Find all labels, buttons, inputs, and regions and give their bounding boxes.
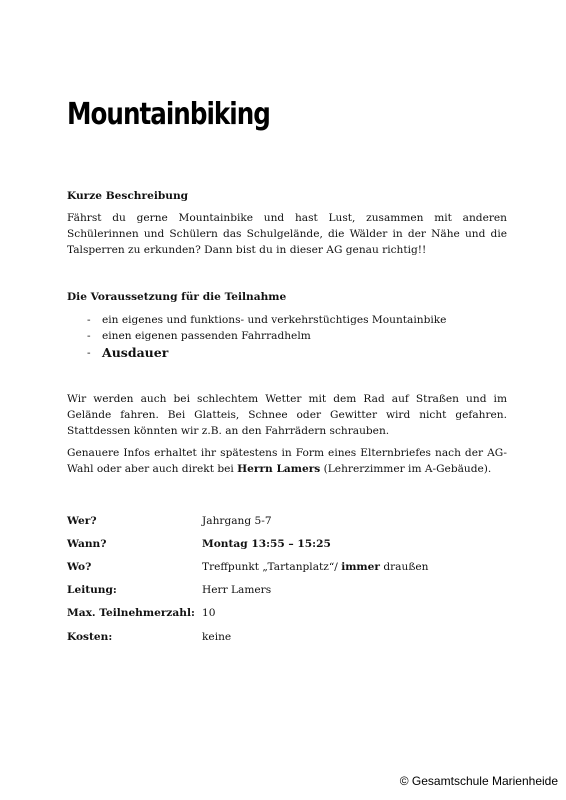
table-row [67, 625, 429, 648]
table-row [67, 555, 429, 578]
requirements-heading: Die Voraussetzung für die Teilnahme [67, 291, 287, 303]
max-participants-label: Max. Teilnehmerzahl: [67, 607, 195, 620]
description-heading: Kurze Beschreibung [67, 190, 189, 202]
cost-value: keine [202, 630, 232, 643]
requirement-text: einen eigenen passenden Fahrradhelm [102, 330, 311, 342]
max-participants-value: 10 [202, 607, 216, 620]
lead-value: Herr Lamers [202, 584, 272, 597]
where-label: Wo? [67, 560, 92, 573]
list-item [87, 312, 446, 328]
table-row [67, 509, 429, 532]
requirement-text: ein eigenes und funktions- und verkehrstüchtiges Mountainbike [102, 314, 447, 326]
weather-section [67, 391, 507, 439]
where-value-after: draußen [379, 560, 429, 573]
requirements-list [87, 312, 446, 362]
when-label: Wann? [67, 537, 107, 550]
table-row [67, 532, 429, 555]
where-value [202, 555, 429, 578]
list-item [87, 344, 446, 362]
where-value-emph: immer [341, 560, 380, 573]
info-text-before: Genauere Infos erhaltet ihr spätestens in Form eines Elternbriefes nach der AG-Wahl oder aber auch direkt bei [67, 447, 507, 475]
list-item [87, 328, 446, 344]
requirements-section [67, 289, 507, 305]
who-value: Jahrgang 5-7 [202, 514, 272, 527]
who-label: Wer? [67, 514, 97, 527]
bullet-dash: - [87, 330, 91, 342]
table-row [67, 579, 429, 602]
where-value-before: Treffpunkt „Tartanplatz“/ [202, 560, 342, 573]
info-section [67, 445, 507, 477]
weather-text: Wir werden auch bei schlechtem Wetter mit dem Rad auf Straßen und im Gelände fahren. Bei Glatteis, Schnee oder Gewitter wird nicht gefahren. Stattdessen könnten wir z.B. an den Fahrrädern schrauben. [67, 393, 507, 437]
cost-label: Kosten: [67, 630, 113, 643]
requirement-text: Ausdauer [102, 345, 169, 360]
description-section [67, 188, 507, 258]
details-table [67, 509, 429, 648]
table-row [67, 602, 429, 625]
info-text-after: (Lehrerzimmer im A-Gebäude). [320, 463, 492, 475]
when-value: Montag 13:55 – 15:25 [202, 537, 331, 550]
copyright-notice: © Gesamtschule Marienheide [399, 774, 558, 788]
description-text: Fährst du gerne Mountainbike und hast Lust, zusammen mit anderen Schülerinnen und Schülern das Schulgelände, die Wälder in der Nähe und die Talsperren zu erkunden? Dann bist du in dieser AG genau richtig!! [67, 212, 507, 256]
bullet-dash: - [87, 314, 91, 326]
page-title: Mountainbiking [67, 97, 270, 132]
info-text [67, 445, 507, 477]
lead-label: Leitung: [67, 584, 117, 597]
bullet-dash: - [87, 347, 91, 359]
contact-name: Herrn Lamers [237, 463, 321, 475]
